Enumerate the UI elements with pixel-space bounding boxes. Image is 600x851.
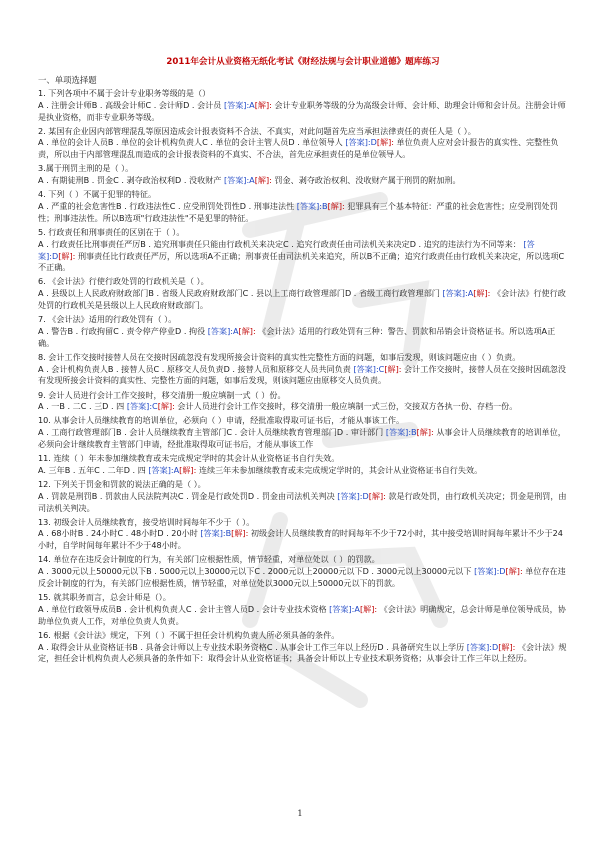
explain-prefix: [解]: — [359, 603, 378, 614]
question-text: 14. 单位存在违反会计制度的行为，有关部门应根据性质，情节轻重，对单位处以（ ）的罚款。 — [38, 554, 380, 565]
answer-explanation: 会计专业职务等级的分为高级会计师、会计师、助理会计师和会计员。注册会计师是执业资格，而非专业职务等级。 — [38, 99, 566, 122]
question-item — [38, 227, 568, 274]
answer-tag — [386, 427, 434, 437]
question-options: A . 68小时B . 24小时C . 48小时D . 20小时 — [38, 528, 198, 539]
answer-value: A — [173, 464, 180, 475]
question-text: 11. 连续（ ）年未参加继续教育或未完成规定学时的其会计从业资格证书自行失效。 — [38, 453, 340, 464]
answer-tag — [224, 100, 272, 110]
question-options: A . 3000元以上50000元以下B . 5000元以上30000元以下C . 2000元以上20000元以下D . 3000元以上30000元以下 — [38, 566, 472, 577]
answer-explanation: 会计工作交接时，接替人员在交接时因疏忽没有发现所接会计资料的真实性、完整性方面的问题，如事后发现，则该问题应由原移交人员负责。 — [38, 363, 566, 386]
answer-tag — [200, 528, 248, 538]
explain-prefix: [解]: — [327, 201, 345, 212]
question-item — [38, 163, 568, 187]
answer-prefix: [答案]: — [223, 99, 250, 110]
answer-tag — [467, 642, 516, 652]
answer-explanation: 刑事责任比行政责任严厉，所以选项A不正确；刑事责任由司法机关来追究，所以B不正确；追究行政责任由行政机关来决定，所以选项C不正确。 — [38, 250, 565, 273]
explain-prefix: [解]: — [231, 528, 249, 539]
answer-tag — [474, 566, 523, 576]
page-number: 1 — [297, 808, 303, 818]
question-item — [38, 189, 568, 224]
document-title: 2011年会计从业资格无纸化考试《财经法规与会计职业道德》题库练习 — [166, 57, 440, 67]
question-options: A . 会计机构负责人B . 接替人员C . 原移交人员负责D . 接替人员和原移交人员共同负责 — [38, 363, 351, 374]
answer-explanation: 单位负责人应对会计报告的真实性、完整性负责，所以由于内部管理混乱而造成的会计报表资料的不真实、不合法，首先应承担责任的是单位领导人。 — [38, 137, 559, 160]
question-options: A . 罚款是刑罚B . 罚款由人民法院判决C . 罚金是行政处罚D . 罚金由司法机关判决 — [38, 490, 335, 501]
answer-value: A — [354, 603, 360, 614]
answer-prefix: [答案]: — [126, 401, 153, 412]
question-item — [38, 517, 568, 552]
question-text: 8. 会计工作交接时接替人员在交接时因疏忽没有发现所接会计资料的真实性完整性方面的问题，如事后发现，则该问题应由（ ）负责。 — [38, 351, 521, 362]
answer-prefix: [答案]: — [337, 490, 363, 501]
question-list — [38, 88, 568, 665]
explain-prefix: [解]: — [254, 175, 272, 186]
document-page — [38, 56, 568, 667]
answer-tag — [127, 401, 175, 411]
question-item — [38, 415, 568, 450]
explain-prefix: [解]: — [58, 250, 76, 261]
explain-prefix: [解]: — [179, 464, 197, 475]
explain-prefix: [解]: — [376, 137, 394, 148]
section-heading: 一、单项选择题 — [38, 75, 97, 85]
answer-value: D — [51, 250, 59, 261]
answer-prefix: [答案]: — [466, 641, 492, 652]
explain-prefix: [解]: — [498, 641, 516, 652]
answer-value: C — [378, 363, 385, 374]
answer-value: B — [322, 201, 328, 212]
question-options: A . 一B . 二C . 三D . 四 — [38, 401, 125, 412]
answer-prefix: [答案]: — [223, 175, 250, 186]
answer-value: B — [225, 528, 232, 539]
explain-prefix: [解]: — [384, 363, 402, 374]
answer-tag — [329, 604, 377, 614]
answer-prefix: [答案]: — [474, 566, 500, 577]
answer-value: A — [467, 288, 474, 299]
answer-explanation: 从事会计人员继续教育的培训单位，必须向会计继续教育主管部门申请，经批准取得取可证书后，才能从事该工作 — [38, 427, 566, 449]
answer-tag — [442, 288, 490, 298]
question-text: 4. 下列（ ）不属于犯罪的特征。 — [38, 189, 157, 200]
explain-prefix: [解]: — [238, 325, 256, 336]
answer-explanation: 《会计法》适用的行政处罚有三种：警告、罚款和吊销会计资格证书。所以选项A正确。 — [38, 325, 556, 348]
question-text: 15. 就其职务而言，总会计师是（）。 — [38, 592, 171, 603]
question-options: A. 三年B . 五年C . 二年D . 四 — [38, 464, 146, 475]
answer-value: A — [249, 99, 255, 110]
answer-prefix: [答案]: — [385, 427, 412, 438]
answer-value: D — [370, 137, 377, 148]
answer-value: D — [499, 566, 506, 577]
answer-value: D — [362, 490, 369, 501]
answer-explanation: 《会计法》行使行政处罚的行政机关是县级以上人民政府财政部门。 — [38, 288, 566, 311]
answer-prefix: [答案]: — [329, 603, 355, 614]
answer-value: B — [411, 427, 417, 438]
answer-prefix: [答案]: — [148, 464, 174, 475]
answer-tag — [345, 137, 394, 147]
question-text: 13. 初级会计人员继续教育，接受培训时间每年不少于（ ）。 — [38, 516, 255, 527]
question-item — [38, 352, 568, 387]
question-options: A . 取得会计从业资格证书B . 具备会计师以上专业技术职务资格C . 从事会计工作三年以上经历D . 具备研究生以上学历 — [38, 641, 465, 652]
answer-prefix: [答案]: — [345, 137, 371, 148]
question-text: 2. 某国有企业因内部管理混乱等原因造成会计报表资料不合法、不真实，对此问题首先应当承担法律责任的责任人是（ ）。 — [38, 125, 476, 136]
question-text: 7. 《会计法》适用的行政处罚有（ ）。 — [38, 314, 177, 325]
question-text: 3.属于刑罚主刑的是（ ）。 — [38, 163, 134, 174]
question-item — [38, 276, 568, 311]
question-item — [38, 390, 568, 414]
answer-explanation: 连续三年未参加继续教育或未完成规定学时的，其会计从业资格证书自行失效。 — [198, 464, 483, 475]
answer-tag — [337, 491, 386, 501]
question-text: 1. 下列各项中不属于会计专业职务等级的是（） — [38, 88, 211, 98]
question-item — [38, 554, 568, 589]
question-item — [38, 314, 568, 349]
answer-explanation: 单位存在违反会计制度的行为，有关部门应根据性质，情节轻重，对单位处以3000元以上50000元以下的罚款。 — [38, 566, 566, 588]
answer-value: D — [491, 641, 499, 652]
answer-prefix: [答案]: — [200, 528, 226, 539]
answer-explanation: 《会计法》明确规定，总会计师是单位领导成员，协助单位负责人工作，对单位负责人负责。 — [38, 603, 566, 626]
answer-explanation: 会计人员进行会计工作交接时，移交清册一般应填制一式三份，交接双方各执一份、存档一份。 — [177, 401, 518, 412]
explain-prefix: [解]: — [254, 99, 272, 110]
question-text: 6. 《会计法》行使行政处罚的行政机关是（ ）。 — [38, 276, 209, 287]
answer-value: A — [249, 175, 255, 186]
question-item — [38, 592, 568, 627]
answer-prefix: [答案]: — [207, 325, 233, 336]
answer-prefix: [答案]: — [38, 238, 535, 261]
answer-value: A — [232, 325, 239, 336]
answer-tag — [208, 326, 256, 336]
question-text: 9. 会计人员进行会计工作交接时，移交清册一般应填制一式（ ）份。 — [38, 389, 286, 400]
answer-tag — [353, 364, 401, 374]
question-text: 12. 下列关于罚金和罚款的说法正确的是（ ）。 — [38, 478, 206, 489]
answer-prefix: [答案]: — [296, 201, 323, 212]
question-text: 16. 根据《会计法》规定，下列（ ）不属于担任会计机构负责人所必须具备的条件。 — [38, 629, 340, 640]
answer-prefix: [答案]: — [353, 363, 379, 374]
question-options: A . 有期徒刑B . 罚金C . 剥夺政治权利D . 没收财产 — [38, 175, 222, 186]
answer-tag — [297, 201, 345, 211]
question-text: 5. 行政责任和刑事责任的区别在于（ ）。 — [38, 226, 185, 237]
answer-explanation: 初级会计人员继续教育的时间每年不少于72小时，其中接受培训时间每年累计不少于24小时，自学时间每年累计不少于48小时。 — [38, 528, 563, 551]
answer-value: C — [152, 401, 158, 412]
question-options: A . 注册会计师B . 高级会计师C . 会计师D . 会计员 — [38, 99, 222, 110]
answer-explanation: 《会计法》规定，担任会计机构负责人必须具备的条件如下：取得会计从业资格证书；具备会计师以上专业技术职务资格；从事会计工作三年以上经历。 — [38, 641, 567, 664]
question-options: A . 严重的社会危害性B . 行政违法性C . 应受刑罚处罚性D . 刑事违法性 — [38, 201, 295, 212]
question-options: A . 行政责任比刑事责任严厉B . 追究刑事责任只能由行政机关来决定C . 追究行政责任由司法机关来决定D . 追究的违法行为不同等来： — [38, 238, 521, 249]
answer-tag — [148, 465, 196, 475]
explain-prefix: [解]: — [416, 427, 434, 438]
question-item — [38, 630, 568, 665]
answer-explanation: 罚金、剥夺政治权利、没收财产属于刑罚的附加刑。 — [274, 175, 461, 186]
question-options: A . 警告B . 行政拘留C . 责令停产停业D . 拘役 — [38, 325, 206, 336]
explain-prefix: [解]: — [368, 490, 386, 501]
explain-prefix: [解]: — [157, 401, 175, 412]
question-item — [38, 453, 568, 477]
question-text: 10. 从事会计人员继续教育的培训单位，必须向（ ）申请，经批准取得取可证书后，才能从事该工作。 — [38, 415, 405, 426]
question-options: A . 县级以上人民政府财政部门B . 省级人民政府财政部门C . 县以上工商行政管理部门D . 省级工商行政管理部门 — [38, 288, 440, 299]
answer-explanation: 犯罪具有三个基本特征：严重的社会危害性；应受刑罚处罚性；刑事违法性。所以B选项"行政违法性"不是犯罪的特征。 — [38, 201, 558, 223]
answer-tag — [224, 175, 272, 185]
explain-prefix: [解]: — [473, 288, 491, 299]
question-options: A . 单位的会计人员B . 单位的会计机构负责人C . 单位的会计主管人员D . 单位领导人 — [38, 137, 343, 148]
question-item — [38, 126, 568, 161]
question-options: A . 工商行政管理部门B . 会计人员继续教育主管部门C . 会计人员继续教育管理部门D . 审计部门 — [38, 427, 384, 438]
answer-prefix: [答案]: — [442, 288, 468, 299]
question-item — [38, 88, 568, 123]
question-item — [38, 479, 568, 514]
question-options: A . 单位行政领导成员B . 会计机构负责人C . 会计主管人员D . 会计专业技术资格 — [38, 603, 327, 614]
explain-prefix: [解]: — [505, 566, 523, 577]
answer-explanation: 款是行政处罚，由行政机关决定；罚金是刑罚，由司法机关判决。 — [38, 490, 567, 513]
